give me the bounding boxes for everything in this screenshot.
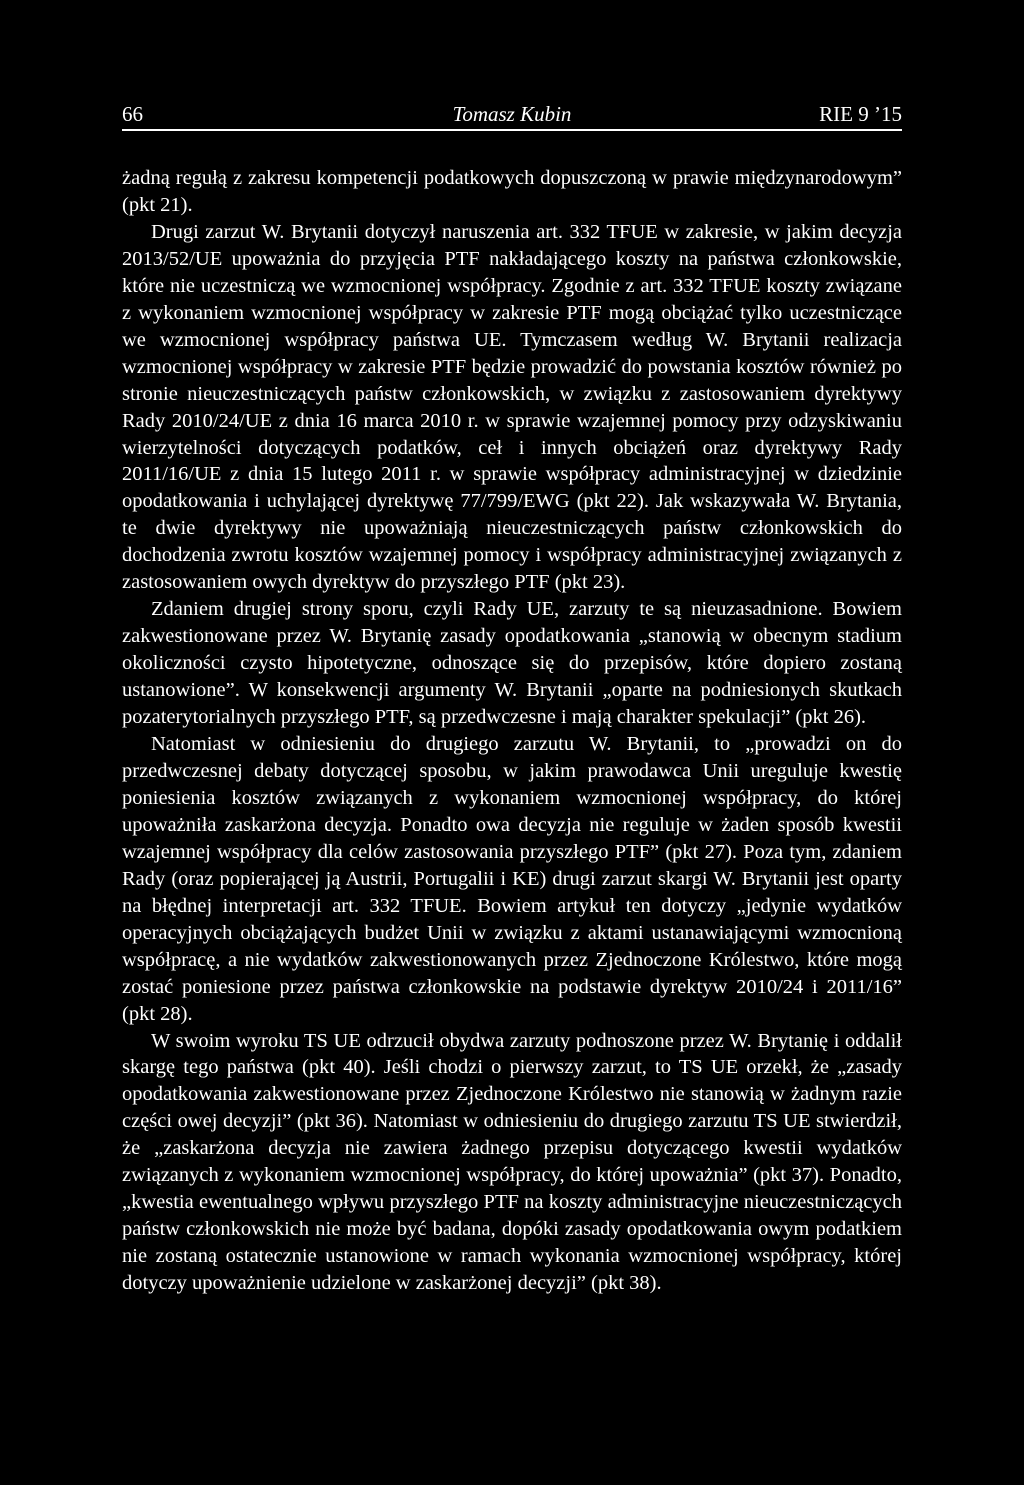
page-number: 66 [122,102,143,126]
header-rule [122,129,902,131]
running-header [122,100,902,130]
paragraph: W swoim wyroku TS UE odrzucił obydwa zarzuty podnoszone przez W. Brytanię i oddalił skargę tego państwa (pkt 40). Jeśli chodzi o pierwszy zarzut, to TS UE orzekł, że „zasady opodatkowania zakwestionowane przez Zjednoczone Królestwo nie stanowią w żadnym razie części owej decyzji” (pkt 36). Natomiast w odniesieniu do drugiego zarzutu TS UE stwierdził, że „zaskarżona decyzja nie zawiera żadnego przepisu dotyczącego kwestii wydatków związanych z wykonaniem wzmocnionej współpracy, do której upoważnia” (pkt 37). Ponadto, „kwestia ewentualnego wpływu przyszłego PTF na koszty administracyjne nieuczestniczących państw członkowskich nie może być badana, dopóki zasady opodatkowania owym podatkiem nie zostaną ostatecznie ustanowione w ramach wykonania wzmocnionej współpracy, której dotyczy upoważnienie udzielone w zaskarżonej decyzji” (pkt 38). [122,1029,902,1295]
paragraph: Natomiast w odniesieniu do drugiego zarzutu W. Brytanii, to „prowadzi on do przedwczesnej debaty dotyczącej sposobu, w jakim prawodawca Unii ureguluje kwestię poniesienia kosztów związanych z wykonaniem wzmocnionej współpracy, do której upoważniła zaskarżona decyzja. Ponadto owa decyzja nie reguluje w żaden sposób kwestii wzajemnej współpracy dla celów zastosowania przyszłego PTF” (pkt 27). Poza tym, zdaniem Rady (oraz popierającej ją Austrii, Portugalii i KE) drugi zarzut skargi W. Brytanii jest oparty na błędnej interpretacji art. 332 TFUE. Bowiem artykuł ten dotyczy „jedynie wydatków operacyjnych obciążających budżet Unii w związku z aktami ustanawiającymi wzmocnioną współpracę, a nie wydatków zakwestionowanych przez Zjednoczone Królestwo, które mogą zostać poniesione przez państwa członkowskie na podstawie dyrektyw 2010/24 i 2011/16” (pkt 28). [122,733,902,1025]
paragraph: Zdaniem drugiej strony sporu, czyli Rady UE, zarzuty te są nieuzasadnione. Bowiem zakwestionowane przez W. Brytanię zasady opodatkowania „stanowią w obecnym stadium okoliczności czysto hipotetyczne, odnoszące się do przepisów, które dopiero zostaną ustanowione”. W konsekwencji argumenty W. Brytanii „oparte na podniesionych skutkach pozaterytorialnych przyszłego PTF, są przedwczesne i mają charakter spekulacji” (pkt 26). [122,598,902,729]
body-text [122,165,902,1297]
running-header-journal: RIE 9 ’15 [819,102,902,126]
running-header-author: Tomasz Kubin [452,102,572,126]
paragraph-continuation: żadną regułą z zakresu kompetencji podatkowych dopuszczoną w prawie międzynarodowym” (pkt 21). [122,167,902,216]
paragraph: Drugi zarzut W. Brytanii dotyczył naruszenia art. 332 TFUE w zakresie, w jakim decyzja 2013/52/UE upoważnia do przyjęcia PTF nakładającego koszty na państwa członkowskie, które nie uczestniczą we wzmocnionej współpracy. Zgodnie z art. 332 TFUE koszty związane z wykonaniem wzmocnionej współpracy w zakresie PTF mogą obciążać tylko uczestniczące we wzmocnionej współpracy państwa UE. Tymczasem według W. Brytanii realizacja wzmocnionej współpracy w zakresie PTF będzie prowadzić do powstania kosztów również po stronie nieuczestniczących państw członkowskich, w związku z zastosowaniem dyrektywy Rady 2010/24/UE z dnia 16 marca 2010 r. w sprawie wzajemnej pomocy przy odzyskiwaniu wierzytelności dotyczących podatków, ceł i innych obciążeń oraz dyrektywy Rady 2011/16/UE z dnia 15 lutego 2011 r. w sprawie współpracy administracyjnej w dziedzinie opodatkowania i uchylającej dyrektywę 77/799/EWG (pkt 22). Jak wskazywała W. Brytania, te dwie dyrektywy nie upoważniają nieuczestniczących państw członkowskich do dochodzenia zwrotu kosztów wzajemnej pomocy i współpracy administracyjnej związanych z zastosowaniem owych dyrektyw do przyszłego PTF (pkt 23). [122,220,902,594]
